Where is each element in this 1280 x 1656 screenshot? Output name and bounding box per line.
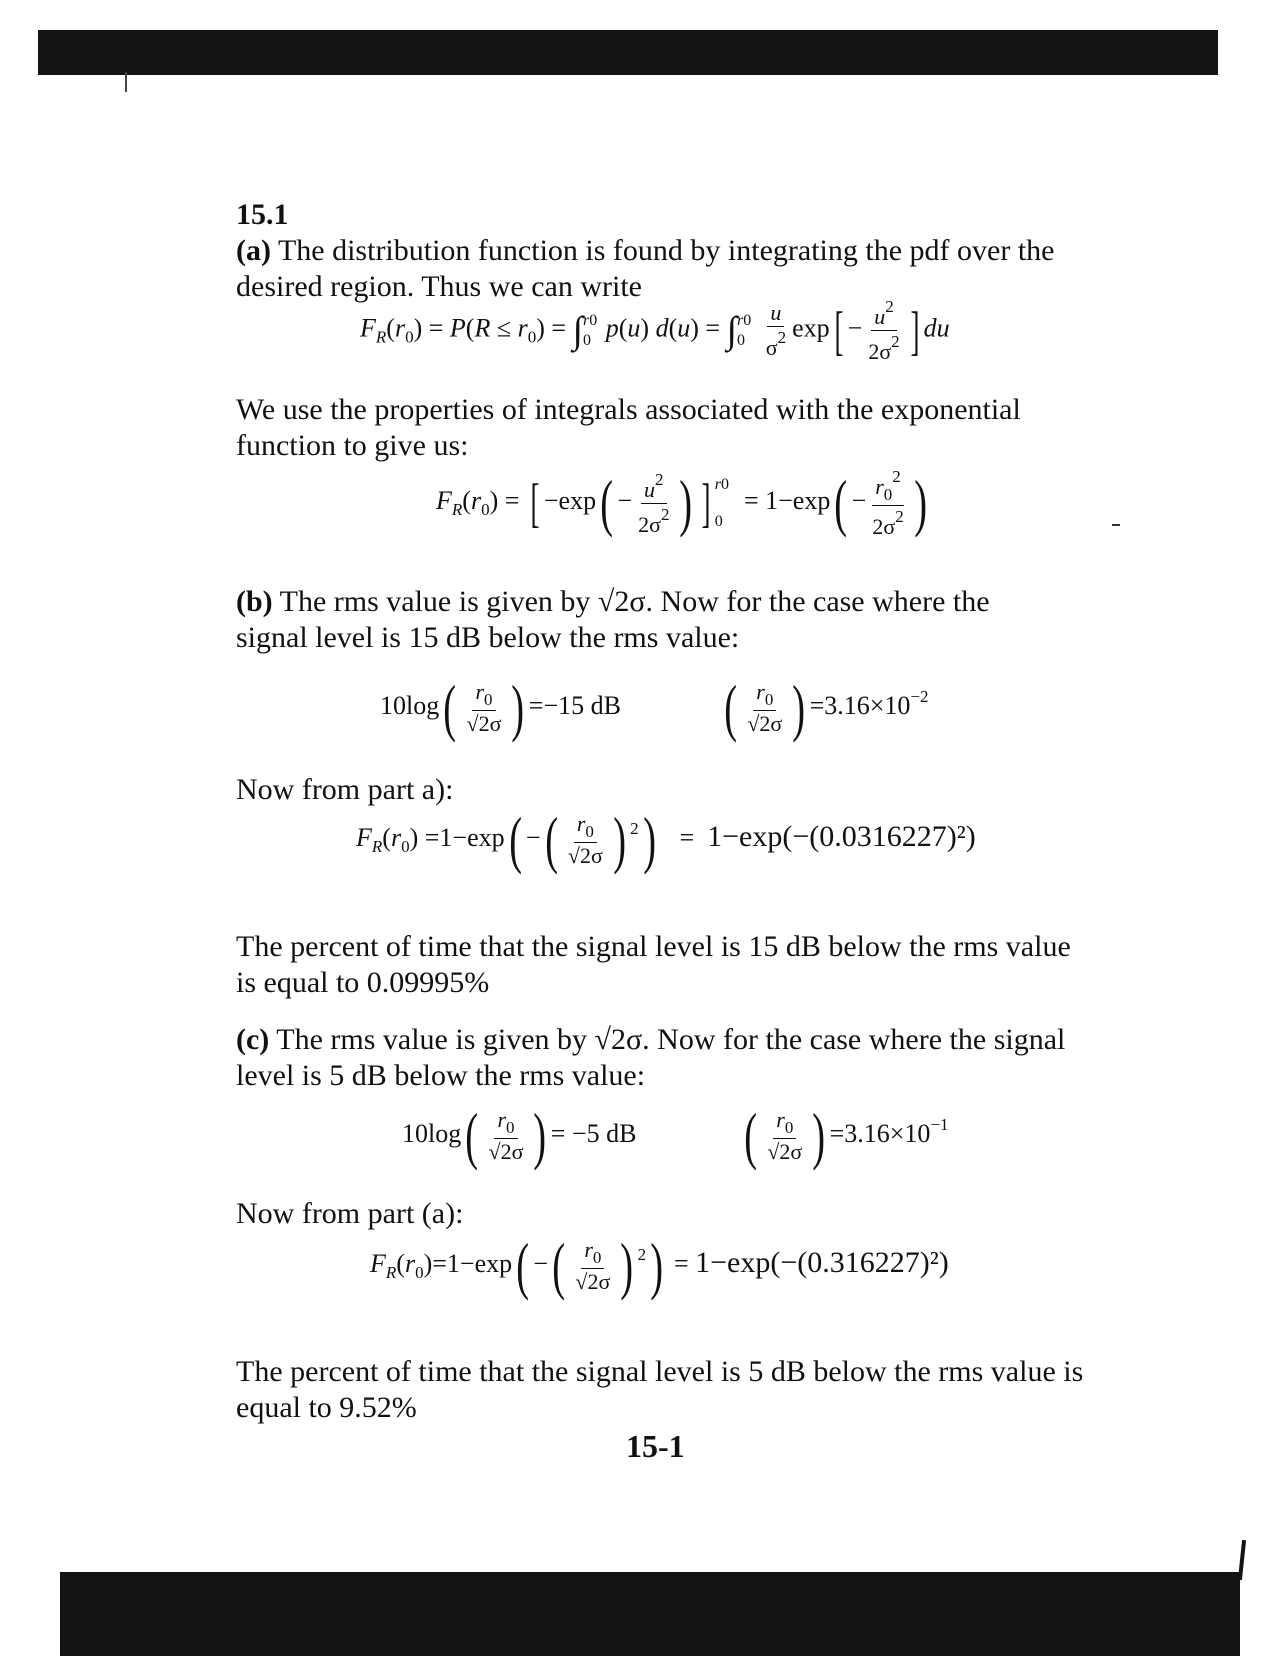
- scan-border-top: [38, 30, 1218, 75]
- part-a-intro-line1: (a) The distribution function is found by integrating the pdf over the: [236, 234, 1055, 267]
- part-b-conclusion-line2: is equal to 0.09995%: [236, 966, 490, 999]
- scan-artifact: [125, 72, 127, 92]
- part-a-text-line2: function to give us:: [236, 429, 469, 462]
- equation-b-probability: $F_R(r_0) =1-\exp$( −( $\frac{r_0}{√2\sigma}$ ) $^2$) = 1−exp(−(0.0316227)²): [356, 804, 976, 875]
- part-b-conclusion-line1: The percent of time that the signal level is 15 dB below the rms value: [236, 930, 1071, 963]
- equation-b-decibel: 10log( $\frac{r_0}{√2\sigma}$ ) =−15 dB: [380, 672, 621, 743]
- equation-c-ratio: ( $\frac{r_0}{√2\sigma}$ ) $=3.16\times 10^{-1}$: [744, 1100, 949, 1171]
- equation-b-ratio: ( $\frac{r_0}{√2\sigma}$ ) $=3.16\times 10^{-2}$: [724, 672, 929, 743]
- equation-distribution-result: $F_R(r_0)$ = [ −exp( − $\frac{u^2}{2\sigma^2}$ ) ] r0 0 = 1−exp( − $\frac{r_0^2}{2\sigma^2}$ ): [436, 467, 927, 539]
- part-c-line2: level is 5 dB below the rms value:: [236, 1059, 646, 1092]
- scan-border-bottom: [60, 1572, 1240, 1656]
- part-c-conclusion-line2: equal to 9.52%: [236, 1391, 417, 1424]
- scan-artifact: [1238, 1540, 1246, 1580]
- part-a-intro-line2: desired region. Thus we can write: [236, 270, 642, 303]
- part-b-from-part: Now from part a):: [236, 773, 454, 806]
- equation-c-probability: $F_R(r_0)=1-\exp$( −( $\frac{r_0}{√2\sigma}$ ) $^2$) = 1−exp(−(0.316227)²): [370, 1230, 949, 1301]
- equation-distribution-integral: $F_R(r_0) = P(R \le r_0)$ = ∫ r0 0 p(u) d(u) = ∫ r0 0 $\frac{u}{\sigma^2}$ exp[ − $\frac{u^2}{2\sigma^2}$ ] du: [360, 297, 950, 364]
- part-c-line1: (c) The rms value is given by √2σ. Now for the case where the signal: [236, 1023, 1066, 1056]
- equation-c-decibel: 10log( $\frac{r_0}{√2\sigma}$ ) = −5 dB: [402, 1100, 637, 1171]
- problem-number: 15.1: [236, 198, 289, 231]
- scan-artifact: [1112, 524, 1120, 526]
- part-b-line1: (b) The rms value is given by √2σ. Now for the case where the: [236, 585, 990, 618]
- part-c-from-part: Now from part (a):: [236, 1197, 464, 1230]
- part-b-line2: signal level is 15 dB below the rms value:: [236, 621, 740, 654]
- part-c-conclusion-line1: The percent of time that the signal level is 5 dB below the rms value is: [236, 1355, 1084, 1388]
- page-number: 15-1: [626, 1428, 685, 1464]
- part-a-text-line1: We use the properties of integrals associated with the exponential: [236, 393, 1021, 426]
